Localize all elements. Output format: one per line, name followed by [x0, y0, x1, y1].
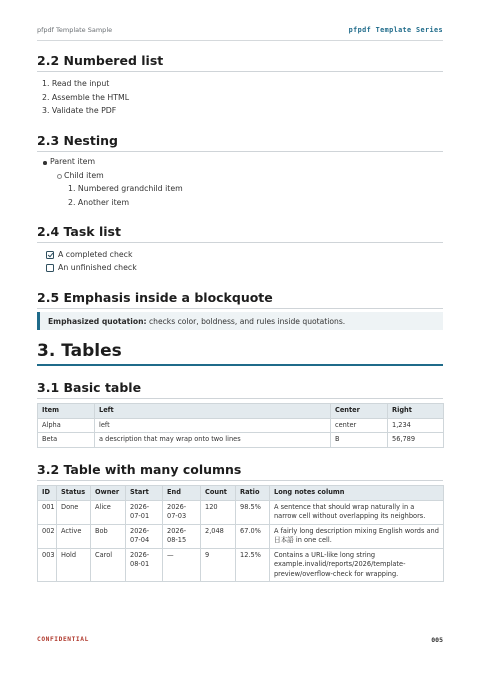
column-header: Ratio	[236, 486, 270, 501]
column-header: Right	[388, 404, 444, 419]
table-cell: Alpha	[38, 418, 95, 433]
bullet-icon	[43, 161, 47, 165]
table-cell: Active	[57, 524, 91, 548]
task-label: An unfinished check	[58, 263, 137, 272]
numbered-item: 1. Read the input	[42, 79, 110, 88]
table-cell: 003	[38, 548, 57, 582]
footer-confidential: CONFIDENTIAL	[37, 636, 89, 643]
column-header: Count	[201, 486, 236, 501]
table-cell: 1,234	[388, 418, 444, 433]
blockquote	[37, 312, 443, 330]
checkbox-unchecked[interactable]	[46, 264, 54, 272]
section-heading-nesting: 2.3 Nesting	[37, 133, 443, 152]
column-header: Status	[57, 486, 91, 501]
table-cell: Carol	[91, 548, 126, 582]
column-header: Owner	[91, 486, 126, 501]
blockquote-text	[48, 317, 345, 326]
column-header: End	[163, 486, 201, 501]
table-cell: 9	[201, 548, 236, 582]
table-cell: 12.5%	[236, 548, 270, 582]
column-header: Start	[126, 486, 163, 501]
table-row	[38, 418, 444, 433]
table-cell: 2026-07-01	[126, 500, 163, 524]
table-row	[38, 433, 444, 448]
table-cell: —	[163, 548, 201, 582]
table-cell: Alice	[91, 500, 126, 524]
table-cell: left	[95, 418, 331, 433]
table-cell: 001	[38, 500, 57, 524]
hollow-bullet-icon	[57, 174, 62, 179]
table-cell: B	[331, 433, 388, 448]
table-cell: Bob	[91, 524, 126, 548]
column-header: Center	[331, 404, 388, 419]
section-heading-many-columns-table: 3.2 Table with many columns	[37, 462, 443, 481]
checkbox-checked[interactable]	[46, 251, 54, 259]
numbered-item: 2. Assemble the HTML	[42, 93, 130, 102]
table-cell: 2026-08-01	[126, 548, 163, 582]
column-header: Long notes column	[270, 486, 444, 501]
column-header: ID	[38, 486, 57, 501]
table-header-row	[38, 404, 444, 419]
section-heading-task-list: 2.4 Task list	[37, 224, 443, 243]
table-row	[38, 548, 444, 582]
page-header	[37, 24, 443, 41]
table-cell: 56,789	[388, 433, 444, 448]
table-cell: 2,048	[201, 524, 236, 548]
table-cell: A fairly long description mixing English words and 日本語 in one cell.	[270, 524, 444, 548]
table-cell: A sentence that should wrap naturally in a narrow cell without overlapping its neighbors.	[270, 500, 444, 524]
table-cell: Beta	[38, 433, 95, 448]
column-header: Left	[95, 404, 331, 419]
table-cell: Contains a URL-like long string example.invalid/reports/2026/template-preview/overflow-check for wrapping.	[270, 548, 444, 582]
list-item-grandchild: 2. Another item	[68, 198, 130, 207]
table-row	[38, 500, 444, 524]
many-columns-table	[37, 485, 444, 582]
list-item-child: Child item	[64, 171, 104, 180]
blockquote-body: checks color, boldness, and rules inside quotations.	[146, 317, 346, 326]
section-heading-numbered-list: 2.2 Numbered list	[37, 53, 443, 72]
table-cell: 120	[201, 500, 236, 524]
table-row	[38, 524, 444, 548]
list-item-grandchild: 1. Numbered grandchild item	[68, 184, 183, 193]
list-item-parent: Parent item	[50, 157, 96, 166]
basic-table	[37, 403, 444, 448]
table-cell: center	[331, 418, 388, 433]
table-cell: 002	[38, 524, 57, 548]
numbered-item: 3. Validate the PDF	[42, 106, 117, 115]
section-heading-basic-table: 3.1 Basic table	[37, 380, 443, 399]
page-number: 005	[431, 636, 443, 644]
table-header-row	[38, 486, 444, 501]
table-cell: 2026-07-03	[163, 500, 201, 524]
table-cell: a description that may wrap onto two lines	[95, 433, 331, 448]
table-cell: 2026-08-15	[163, 524, 201, 548]
table-cell: 98.5%	[236, 500, 270, 524]
blockquote-emphasis: Emphasized quotation:	[48, 317, 147, 326]
column-header: Item	[38, 404, 95, 419]
table-cell: Done	[57, 500, 91, 524]
table-cell: 67.0%	[236, 524, 270, 548]
table-cell: Hold	[57, 548, 91, 582]
table-cell: 2026-07-04	[126, 524, 163, 548]
chapter-heading-tables: 3. Tables	[37, 341, 443, 366]
header-series: pfpdf Template Series	[348, 26, 443, 34]
section-heading-blockquote: 2.5 Emphasis inside a blockquote	[37, 290, 443, 309]
task-label: A completed check	[58, 250, 133, 259]
header-title: pfpdf Template Sample	[37, 26, 113, 34]
